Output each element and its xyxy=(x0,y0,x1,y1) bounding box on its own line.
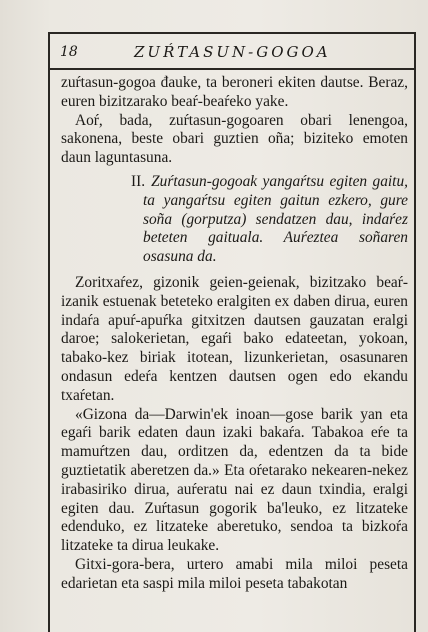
paragraph-continued: zuŕtasun-gogoa đauke, ta beroneri ekiten dautse. Beraz, euren bizitzarako beaŕ-beaŕeko yake. xyxy=(61,74,408,110)
page-frame xyxy=(48,32,416,632)
page-header xyxy=(50,34,414,70)
body-text xyxy=(50,70,418,594)
section-heading xyxy=(131,172,408,267)
paragraph-quote: «Gizona da—Darwin'ek inoan—gose barik yan eta egaŕi barik edaten daun izaki bakaŕa. Tabakoa eŕe ta mamuŕtzen dau, orditzen da, edentzen da ta bide guztietatik aberetzen da.» Eta oŕetarako nekearen-nekez irabasiriko dirua, auŕeratu nai ez daun txindia, eralgi egiten dau. Zuŕtasun gogorik ba'leuko, ez litzateke edenduko, ez litzateke aberetuko, sendoa ta bizkoŕa litzateke ta dirua leukake. xyxy=(61,405,408,555)
paragraph: Gitxi-gora-bera, urtero amabi mila miloi peseta edarietan eta saspi mila miloi peseta tabakotan xyxy=(61,555,408,592)
paragraph: Zoritxaŕez, gizonik geien-geienak, bizitzako beaŕ-izanik estuenak beteteko eralgiten ex daben dirua, euren indaŕa apuŕ-apuŕka gitxitzen dautsen gauzatan eralgi daroe; salokerietan, egaŕi bako edateetan, yokoan, tabako-kez biriak itotean, lizunkerietan, osasunaren ondasun edeŕa kentzen dautsen ogen edo ekandu txaŕetan. xyxy=(61,273,408,404)
section-number: II. xyxy=(131,172,146,190)
paragraph: Aoŕ, bada, zuŕtasun-gogoaren obari lenengoa, sakonena, beste obari guztien oña; biziteko emoten daun laguntasuna. xyxy=(61,111,408,167)
section-text: Zuŕtasun-gogoak yangaŕtsu egiten gaitu, ta yangaŕtsu egiten gaitun ezkero, gure soña (gorputza) sendatzen dau, indaŕez beteten gaituala. Auŕeztea soñaren osasuna da. xyxy=(143,172,408,266)
running-title: ZUŔTASUN-GOGOA xyxy=(134,43,331,61)
page-number: 18 xyxy=(60,44,78,60)
